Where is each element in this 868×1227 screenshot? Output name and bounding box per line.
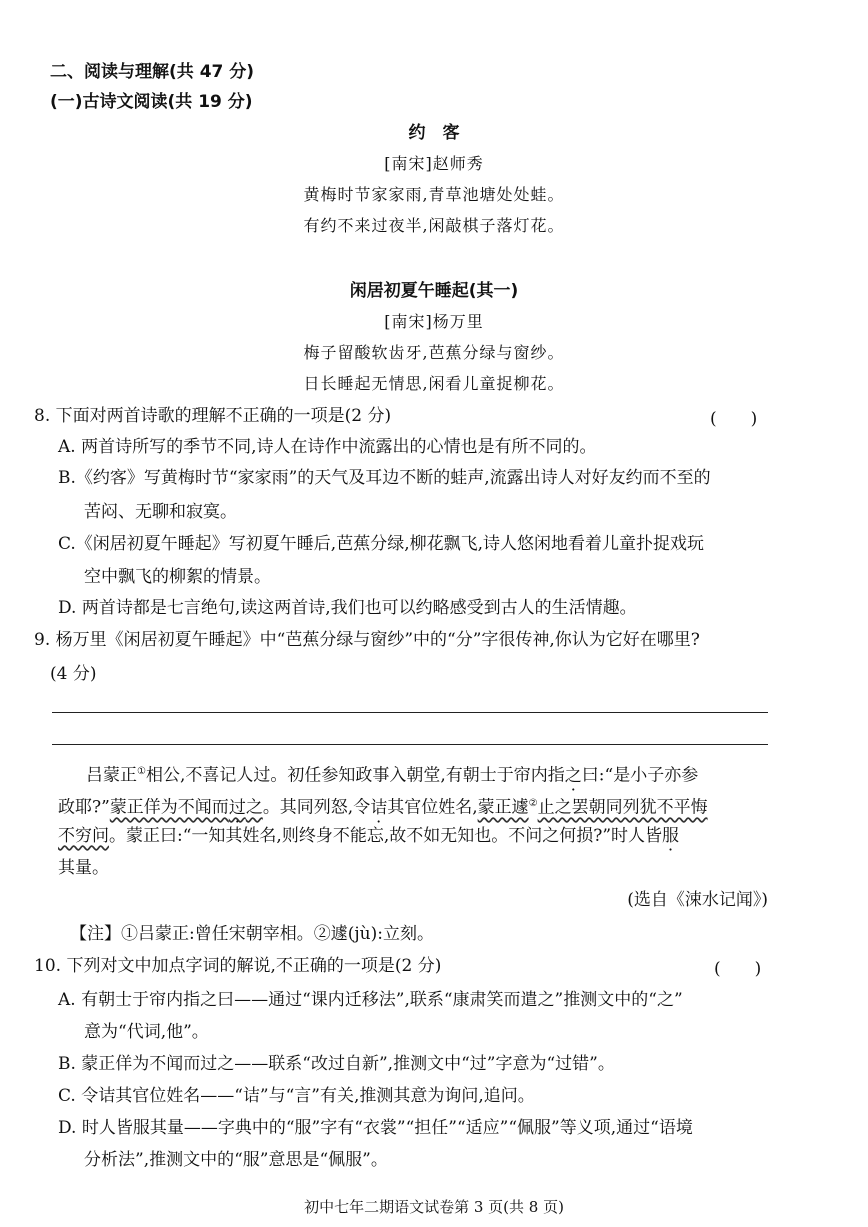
passage-line-4: 其量。 (58, 858, 109, 878)
q8-option-c-cont: 空中飘飞的柳絮的情景。 (84, 567, 271, 587)
passage-text: 吕蒙正 (86, 765, 137, 786)
q10-option-a: A. 有朝士于帘内指之曰——通过“课内迁移法”,联系“康肃笑而遣之”推测文中的“之” (58, 990, 683, 1010)
passage-note: 【注】①吕蒙正:曾任宋朝宰相。②遽(jù):立刻。 (70, 924, 434, 944)
q9-stem: 9. 杨万里《闲居初夏午睡起》中“芭蕉分绿与窗纱”中的“分”字很传神,你认为它好在哪里? (34, 630, 700, 650)
wavy-underlined-text: 不穷问 (58, 826, 109, 846)
passage-line-2 (58, 792, 708, 820)
q8-option-d: D. 两首诗都是七言绝句,读这两首诗,我们也可以约略感受到古人的生活情趣。 (58, 598, 637, 618)
poem1-line2: 有约不来过夜半,闲敲棋子落灯花。 (303, 216, 565, 235)
q10-option-d: D. 时人皆服其量——字典中的“服”字有“衣裳”“担任”“适应”“佩服”等义项,通过“语境 (58, 1118, 693, 1138)
q8-option-c: C.《闲居初夏午睡起》写初夏午睡后,芭蕉分绿,柳花飘飞,诗人悠闲地看着儿童扑捉戏玩 (58, 534, 705, 554)
dotted-word-zhi: 之 (564, 765, 582, 786)
section-title: 二、阅读与理解(共 47 分) (50, 62, 255, 82)
q10-answer-paren: ( ) (714, 959, 762, 979)
dotted-word-jie: 诘 (370, 797, 388, 818)
passage-text: 。其同列怒,令 (262, 797, 371, 818)
answer-line-2[interactable] (52, 744, 768, 745)
poem2-line1: 梅子留酸软齿牙,芭蕉分绿与窗纱。 (303, 343, 565, 362)
q10-option-b: B. 蒙正佯为不闻而过之——联系“改过自新”,推测文中“过”字意为“过错”。 (58, 1054, 615, 1074)
poem1-title: 约 客 (408, 123, 460, 143)
passage-text: 政耶?” (58, 797, 110, 818)
wavy-underlined-text: 止之罢朝同列犹不平悔 (537, 797, 708, 818)
wavy-underlined-text: 蒙正佯为不闻而 (109, 797, 229, 818)
passage-text: 曰:“是小子亦参 (581, 765, 699, 786)
q10-option-c: C. 令诘其官位姓名——“诘”与“言”有关,推测其意为询问,追问。 (58, 1086, 535, 1106)
q8-option-b-cont: 苦闷、无聊和寂寞。 (84, 502, 237, 522)
q8-option-b: B.《约客》写黄梅时节“家家雨”的天气及耳边不断的蛙声,流露出诗人对好友约而不至的 (58, 468, 711, 488)
poem1-line1: 黄梅时节家家雨,青草池塘处处蛙。 (303, 185, 565, 204)
section-subtitle: (一)古诗文阅读(共 19 分) (50, 92, 253, 112)
passage-line-1 (86, 760, 698, 788)
q10-option-d-cont: 分析法”,推测文中的“服”意思是“佩服”。 (84, 1150, 388, 1170)
dotted-word-guo: 过 (228, 797, 246, 818)
footnote-marker-1: ① (137, 766, 146, 777)
passage-text: 相公,不喜记人过。初任参知政事入朝堂,有朝士于帘内指 (145, 765, 565, 786)
passage-text: 其官位姓名, (387, 797, 478, 818)
footnote-marker-2: ② (528, 798, 538, 809)
poem2-author: [南宋]杨万里 (384, 312, 484, 331)
poem1-author: [南宋]赵师秀 (384, 154, 484, 173)
answer-line-1[interactable] (52, 712, 768, 713)
page-footer: 初中七年二期语文试卷第 3 页(共 8 页) (304, 1198, 564, 1216)
poem2-title: 闲居初夏午睡起(其一) (349, 281, 519, 301)
passage-text: 。蒙正曰:“一知其姓名,则终身不能忘,故不如无知也。不问之何损?”时人皆 (109, 826, 663, 846)
wavy-underlined-text: 之 (245, 797, 263, 818)
q10-stem: 10. 下列对文中加点字词的解说,不正确的一项是(2 分) (34, 956, 442, 976)
wavy-underlined-text: 蒙正遽 (477, 797, 529, 818)
dotted-word-fu: 服 (662, 826, 680, 846)
q8-answer-paren: ( ) (710, 409, 758, 429)
q8-option-a: A. 两首诗所写的季节不同,诗人在诗作中流露出的心情也是有所不同的。 (58, 437, 597, 457)
q8-stem: 8. 下面对两首诗歌的理解不正确的一项是(2 分) (34, 406, 392, 426)
q10-option-a-cont: 意为“代词,他”。 (84, 1022, 209, 1042)
passage-line-3 (58, 824, 679, 848)
poem2-line2: 日长睡起无情思,闲看儿童捉柳花。 (303, 374, 565, 393)
q9-score: (4 分) (50, 664, 97, 684)
passage-source: (选自《涑水记闻》) (627, 890, 768, 910)
